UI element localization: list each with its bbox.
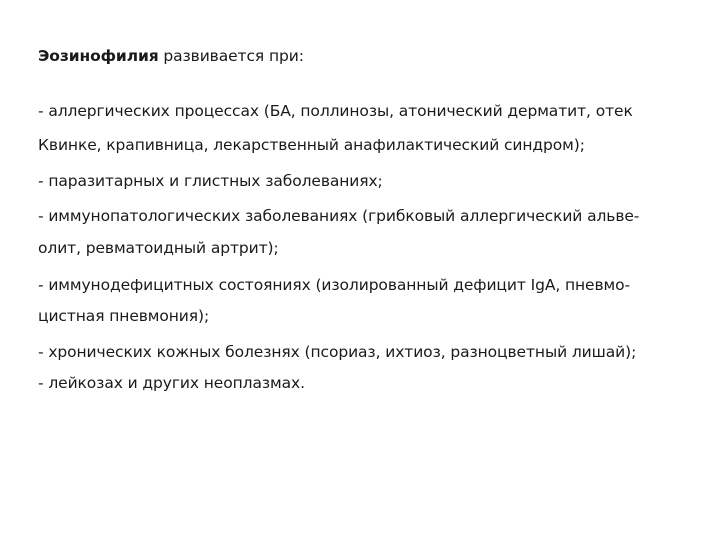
list-item-immunodeficiency-line1: - иммунодефицитных состояниях (изолированный дефицит IgA, пневмо-	[38, 276, 630, 294]
list-item-parasitic: - паразитарных и глистных заболеваниях;	[38, 172, 383, 190]
list-item-immunodeficiency-line2: цистная пневмония);	[38, 307, 210, 325]
list-item-immunopathologic-line1: - иммунопатологических заболеваниях (грибковый аллергический альве-	[38, 207, 640, 225]
intro-line	[38, 47, 304, 65]
list-item-skin-diseases: - хронических кожных болезнях (псориаз, ихтиоз, разноцветный лишай);	[38, 343, 637, 361]
list-item-immunopathologic-line2: олит, ревматоидный артрит);	[38, 239, 279, 257]
list-item-allergic-line2: Квинке, крапивница, лекарственный анафилактический синдром);	[38, 136, 585, 154]
list-item-allergic-line1: - аллергических процессах (БА, поллинозы, атонический дерматит, отек	[38, 102, 633, 120]
intro-term: Эозинофилия	[38, 47, 159, 65]
intro-text: развивается при:	[158, 47, 304, 65]
list-item-leukemia: - лейкозах и других неоплазмах.	[38, 374, 305, 392]
